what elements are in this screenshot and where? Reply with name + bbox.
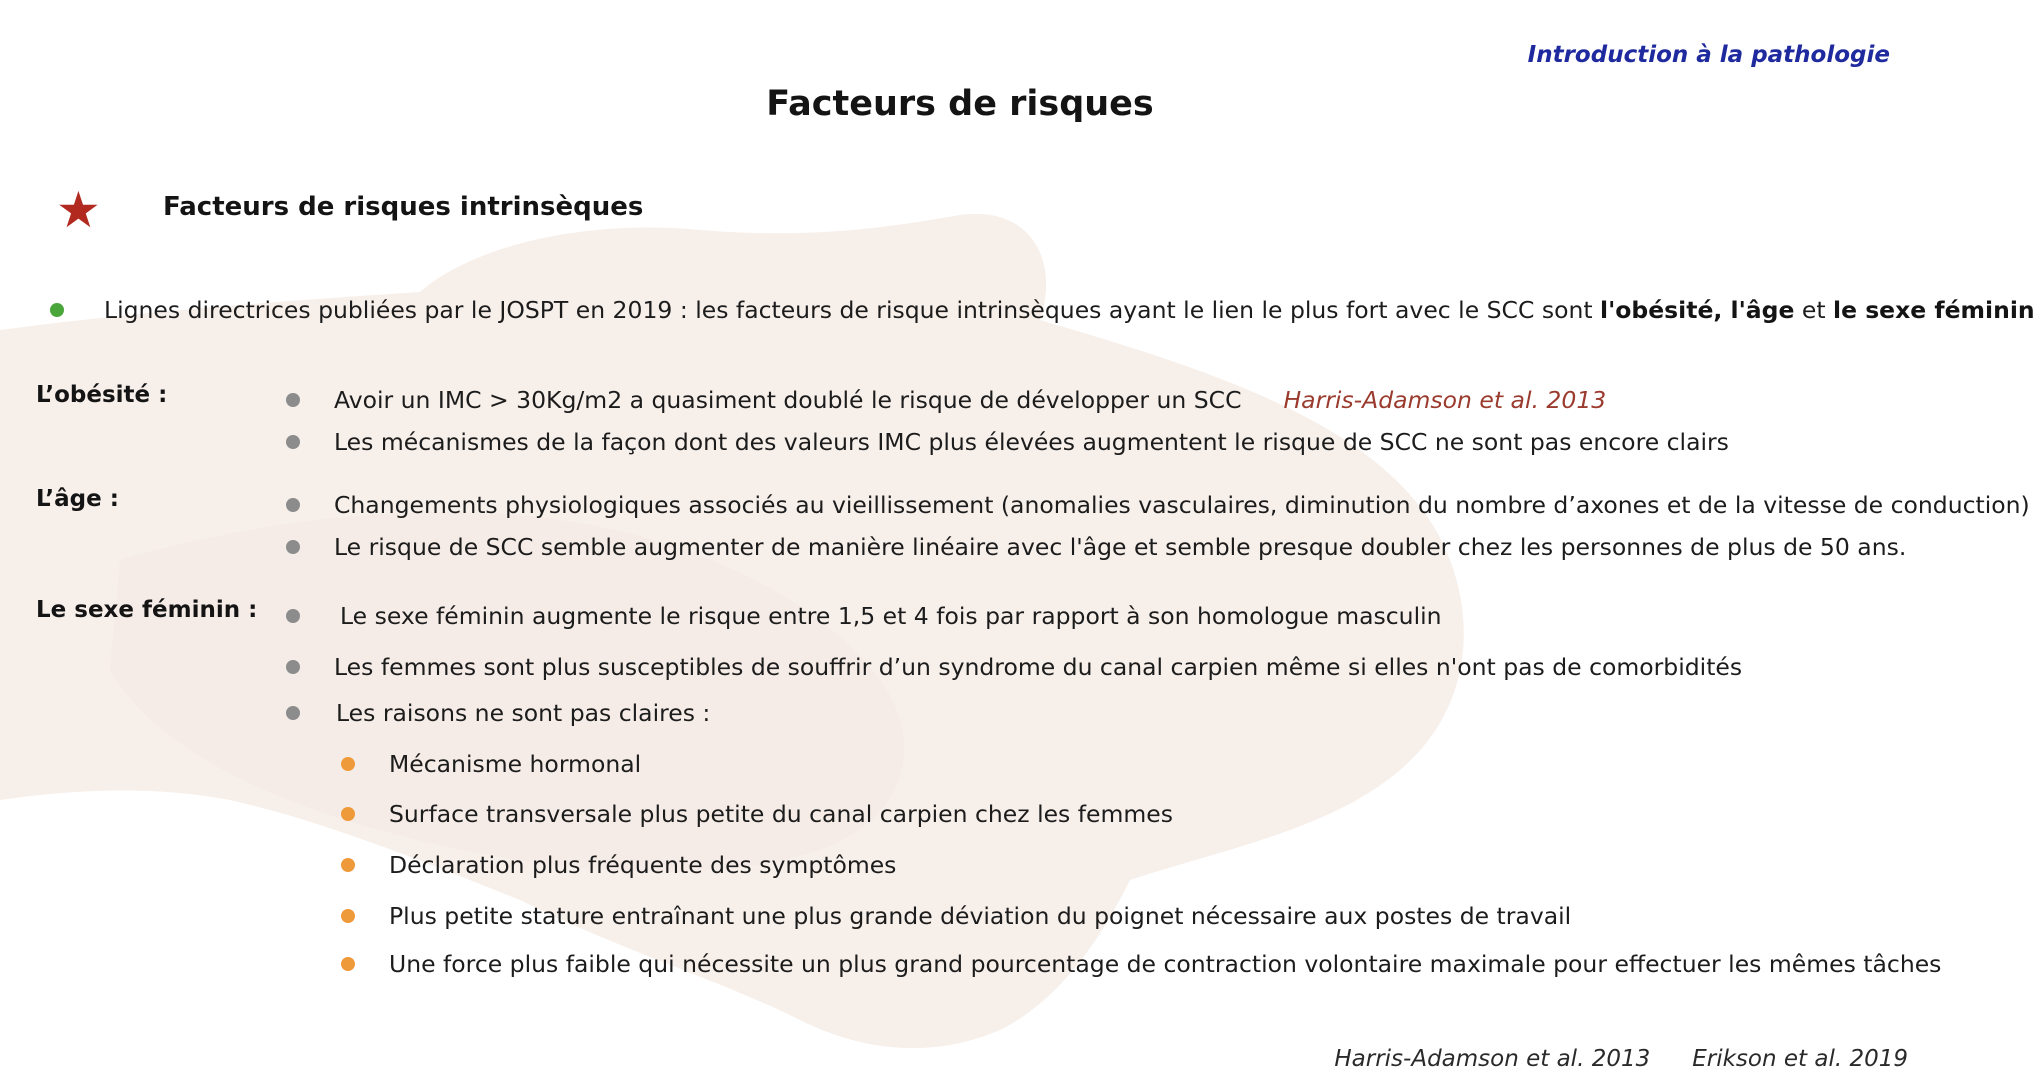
orange-bullet-icon	[341, 909, 355, 923]
female-item-1-text: Le sexe féminin augmente le risque entre 1,5 et 4 fois par rapport à son homologue masculin	[340, 602, 1442, 630]
female-item-3-text: Les raisons ne sont pas claires :	[336, 699, 711, 727]
obesity-label: L’obésité :	[36, 382, 168, 408]
grey-bullet-icon	[286, 498, 300, 512]
intro-text-main: Lignes directrices publiées par le JOSPT en 2019 : les facteurs de risque intrinsèques ayant le lien le plus fort avec le SCC sont	[104, 296, 1601, 324]
intro-bold-female-sex: le sexe féminin	[1833, 296, 2035, 324]
reason-item-4	[341, 902, 1571, 930]
obesity-item-1-text: Avoir un IMC > 30Kg/m2 a quasiment doublé le risque de développer un SCC	[334, 386, 1242, 414]
reason-item-2	[341, 800, 1173, 828]
obesity-citation: Harris-Adamson et al. 2013	[1283, 386, 1607, 414]
green-bullet-icon	[50, 303, 64, 317]
reason-item-5-text: Une force plus faible qui nécessite un plus grand pourcentage de contraction volontaire maximale pour effectuer les mêmes tâches	[389, 950, 1942, 978]
intro-bold-obesity-age: l'obésité, l'âge	[1600, 296, 1795, 324]
age-item-1	[286, 491, 2030, 519]
grey-bullet-icon	[286, 435, 300, 449]
orange-bullet-icon	[341, 957, 355, 971]
footer-ref-harris-adamson: Harris-Adamson et al. 2013	[1334, 1046, 1651, 1072]
section-heading: Facteurs de risques intrinsèques	[163, 192, 644, 222]
age-item-1-text: Changements physiologiques associés au vieillissement (anomalies vasculaires, diminution du nombre d’axones et de la vitesse de conduction)	[334, 491, 2030, 519]
section-tag: Introduction à la pathologie	[1527, 42, 1890, 68]
grey-bullet-icon	[286, 540, 300, 554]
female-item-2	[286, 653, 1742, 681]
intro-bullet	[50, 296, 2035, 324]
footer-ref-erikson: Erikson et al. 2019	[1692, 1046, 1908, 1072]
grey-bullet-icon	[286, 609, 300, 623]
grey-bullet-icon	[286, 660, 300, 674]
reason-item-5	[341, 950, 1941, 978]
age-item-2-text: Le risque de SCC semble augmenter de manière linéaire avec l'âge et semble presque doubler chez les personnes de plus de 50 ans.	[334, 533, 1907, 561]
reason-item-2-text: Surface transversale plus petite du canal carpien chez les femmes	[389, 800, 1173, 828]
footer-references	[1334, 1046, 1908, 1072]
star-icon: ★	[56, 181, 101, 239]
reason-item-4-text: Plus petite stature entraînant une plus grande déviation du poignet nécessaire aux postes de travail	[389, 902, 1572, 930]
obesity-item-2	[286, 428, 1729, 456]
obesity-item-1	[286, 386, 1606, 414]
grey-bullet-icon	[286, 706, 300, 720]
reason-item-3	[341, 851, 896, 879]
female-label: Le sexe féminin :	[36, 597, 258, 623]
age-label: L’âge :	[36, 486, 119, 512]
female-item-3	[286, 699, 710, 727]
orange-bullet-icon	[341, 757, 355, 771]
obesity-item-2-text: Les mécanismes de la façon dont des valeurs IMC plus élevées augmentent le risque de SCC ne sont pas encore clairs	[334, 428, 1729, 456]
female-item-2-text: Les femmes sont plus susceptibles de souffrir d’un syndrome du canal carpien même si elles n'ont pas de comorbidités	[334, 653, 1743, 681]
intro-text	[104, 296, 2035, 324]
female-item-1	[286, 602, 1442, 630]
grey-bullet-icon	[286, 393, 300, 407]
age-item-2	[286, 533, 1906, 561]
reason-item-3-text: Déclaration plus fréquente des symptômes	[389, 851, 897, 879]
reason-item-1	[341, 750, 641, 778]
orange-bullet-icon	[341, 858, 355, 872]
page-title: Facteurs de risques	[766, 84, 1154, 124]
reason-item-1-text: Mécanisme hormonal	[389, 750, 642, 778]
intro-connector: et	[1794, 296, 1834, 324]
orange-bullet-icon	[341, 807, 355, 821]
